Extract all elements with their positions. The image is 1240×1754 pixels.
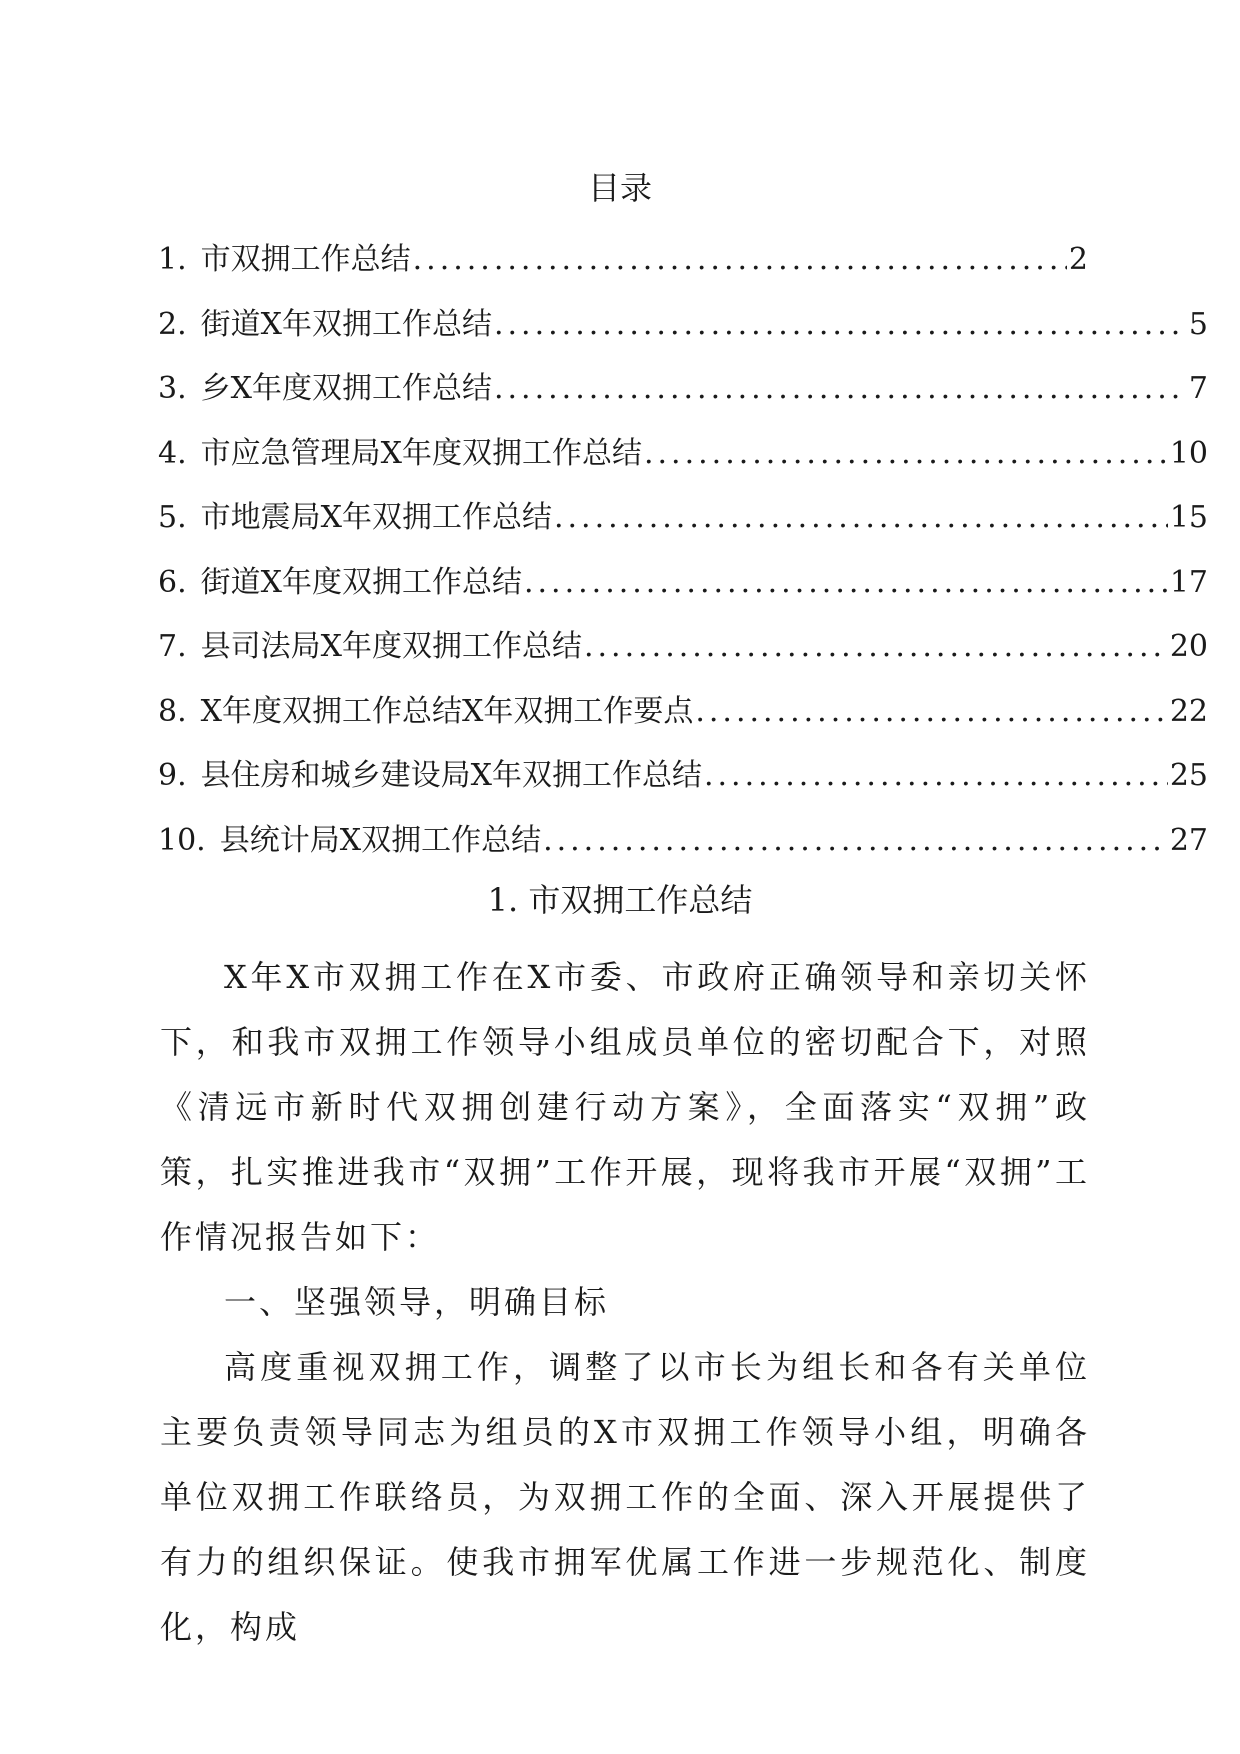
toc-leader-dots [584,627,1168,667]
subheading: 一、坚强领导，明确目标 [224,1283,610,1321]
toc-entry-label: 县司法局X年度双拥工作总结 [200,629,582,664]
paragraph: 高度重视双拥工作，调整了以市长为组长和各有关单位主要负责领导同志为组员的X市双拥工作领导小组，明确各单位双拥工作联络员，为双拥工作的全面、深入开展提供了有力的组织保证。使我市拥军优属工作进一步规范化、制度化，构成 [160,1348,1090,1646]
toc-entry-number: 1. [158,242,187,277]
section-heading: 1. 市双拥工作总结 [487,881,753,919]
toc-entry-page: 10 [1169,435,1208,471]
toc-entry[interactable] [158,692,1208,757]
table-of-contents [158,240,1208,885]
toc-entry-label: 市双拥工作总结 [200,242,411,277]
toc-leader-dots [524,563,1168,603]
toc-entry[interactable] [158,305,1208,370]
toc-leader-dots [494,305,1187,345]
toc-entry[interactable] [158,369,1208,434]
toc-entry[interactable] [158,563,1208,628]
toc-entry-page: 15 [1169,500,1208,535]
toc-entry-page: 22 [1169,693,1208,729]
toc-entry[interactable] [158,756,1208,821]
toc-title: 目录 [587,169,652,207]
toc-entry-number: 10. [158,822,206,858]
toc-leader-dots [494,369,1187,409]
toc-entry[interactable] [158,498,1208,563]
toc-entry-number: 7. [158,629,187,664]
toc-entry-label: 市应急管理局X年度双拥工作总结 [200,435,642,471]
toc-entry-number: 8. [158,693,187,729]
toc-entry-page: 27 [1169,822,1208,858]
toc-entry-label: 街道X年度双拥工作总结 [200,564,522,600]
toc-entry-number: 5. [158,500,187,535]
toc-entry-number: 2. [158,306,187,342]
toc-entry-label: 县住房和城乡建设局X年双拥工作总结 [200,758,702,793]
toc-entry-label: X年度双拥工作总结X年双拥工作要点 [200,693,694,729]
toc-entry-page: 5 [1188,306,1208,342]
toc-entry-label: 市地震局X年双拥工作总结 [200,500,552,535]
toc-leader-dots [554,498,1168,538]
toc-entry-label: 县统计局X双拥工作总结 [219,822,542,858]
toc-entry-page: 25 [1169,758,1208,793]
toc-entry-number: 6. [158,564,187,600]
toc-entry-number: 3. [158,371,187,406]
toc-entry-page: 7 [1188,371,1208,406]
toc-entry-number: 4. [158,435,187,471]
toc-entry-page: 20 [1169,629,1208,664]
toc-entry[interactable] [158,434,1208,499]
toc-entry[interactable] [158,240,1088,305]
toc-leader-dots [704,756,1168,796]
toc-entry-page: 17 [1169,564,1208,600]
toc-entry-number: 9. [158,758,187,793]
section-body [160,945,1090,1660]
paragraph: X年X市双拥工作在X市委、市政府正确领导和亲切关怀下，和我市双拥工作领导小组成员单位的密切配合下，对照《清远市新时代双拥创建行动方案》，全面落实“双拥”政策，扎实推进我市“双拥”工作开展，现将我市开展“双拥”工作情况报告如下： [160,958,1090,1256]
toc-leader-dots [543,821,1168,861]
toc-leader-dots [695,692,1167,732]
toc-entry-page: 2 [1068,242,1088,277]
toc-entry[interactable] [158,821,1208,886]
toc-leader-dots [644,434,1168,474]
toc-entry-label: 乡X年度双拥工作总结 [200,371,492,406]
toc-leader-dots [413,240,1067,280]
toc-entry-label: 街道X年双拥工作总结 [200,306,492,342]
toc-entry[interactable] [158,627,1208,692]
